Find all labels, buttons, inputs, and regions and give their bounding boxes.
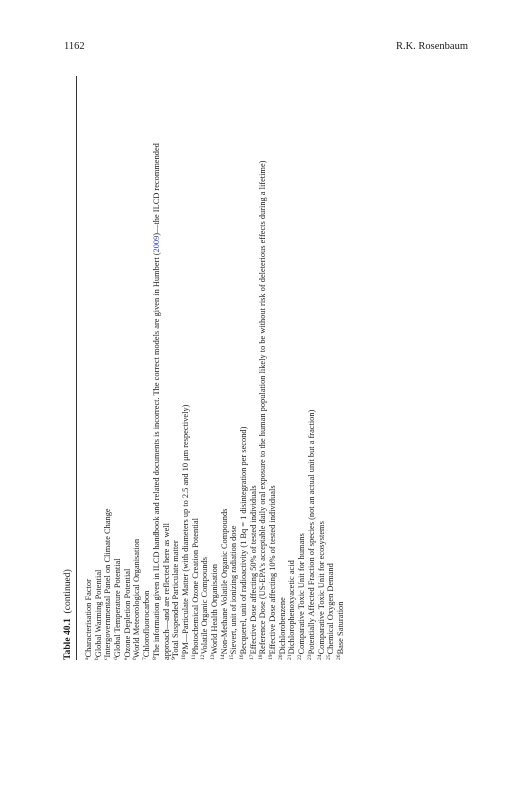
citation-link-humbert-2009[interactable]: 2009 [151,235,161,253]
footnote-c: $^c$Intergovernmental Panel on Climate Change [103,508,113,660]
footnote-a: $^a$Characterisation Factor [84,579,93,660]
footnote-8-continued: approach—and are reflected here as well [161,523,171,660]
footnote-26: $^{26}$Base Saturation [335,601,345,660]
footnote-d: $^d$Global Temperature Potential [113,558,123,660]
footnote-15: $^{15}$Sievert, unit of ionizing radiation dose [229,525,239,660]
footnote-17: $^{17}$Effective Dose affecting 50% of tested individuals [248,485,258,660]
footnote-f: $^f$World Meteorological Organisation [132,538,142,660]
footnote-10: $^{10}$PM—Particulate Matter (with diameters up to 2.5 and 10 μm respectively) [180,404,190,660]
footnote-18: $^{18}$Reference Dose (US-EPA's acceptable daily oral exposure to the human population likely to be without risk of deleterious effects during a lifetime) [258,160,268,660]
footnote-23: $^{23}$Potentially Affected Fraction of species (not an actual unit but a fraction) [306,409,316,660]
footnote-16: $^{16}$Becquerel, unit of radioactivity (1 Bq = 1 disintegration per second) [239,426,248,660]
footnote-e: $^e$Ozone Depletion Potential [122,568,132,660]
footnote-20: $^{20}$Dichlorobenzene [277,597,287,660]
footnote-list [84,68,346,660]
footnote-b: $^b$Global Warming Potential [93,569,103,660]
table-label: Table 40.1 [62,618,73,660]
rotated-table-continuation [62,60,345,660]
running-head-author: R.K. Rosenbaum [395,41,468,52]
footnote-19: $^{19}$Effective Dose affecting 10% of tested individuals [268,485,278,660]
table-caption [62,60,74,660]
footnote-14: $^{14}$Non-Methane Volatile Organic Compounds [219,508,229,660]
footnote-9: $^9$Total Suspended Particulate matter [171,540,181,660]
footnote-25: $^{25}$Chemical Oxygen Demand [326,563,336,660]
footnote-11: $^{11}$Photochemical Ozone Creation Potential [190,518,200,660]
table-status: (continued) [62,569,73,614]
footnote-7: $^7$Chlorofluorocarbon [142,590,152,660]
footnote-24: $^{24}$Comparative Toxic Unit for ecosystems [316,521,326,660]
page-number: 1162 [64,41,85,52]
footnote-13: $^{13}$World Health Organisation [209,564,219,660]
footnote-21: $^{21}$Dichlorophenoxyacetic acid [287,560,297,660]
table-rule [76,76,77,660]
footnote-22: $^{22}$Comparative Toxic Unit for humans [297,533,307,660]
footnote-12: $^{12}$Volatile Organic Compounds [200,557,210,660]
footnote-8: $^8$The information given in ILCD handbook and related documents is incorrect. The correct models are given in Humbert (2009)—the ILCD recommended [151,143,161,660]
